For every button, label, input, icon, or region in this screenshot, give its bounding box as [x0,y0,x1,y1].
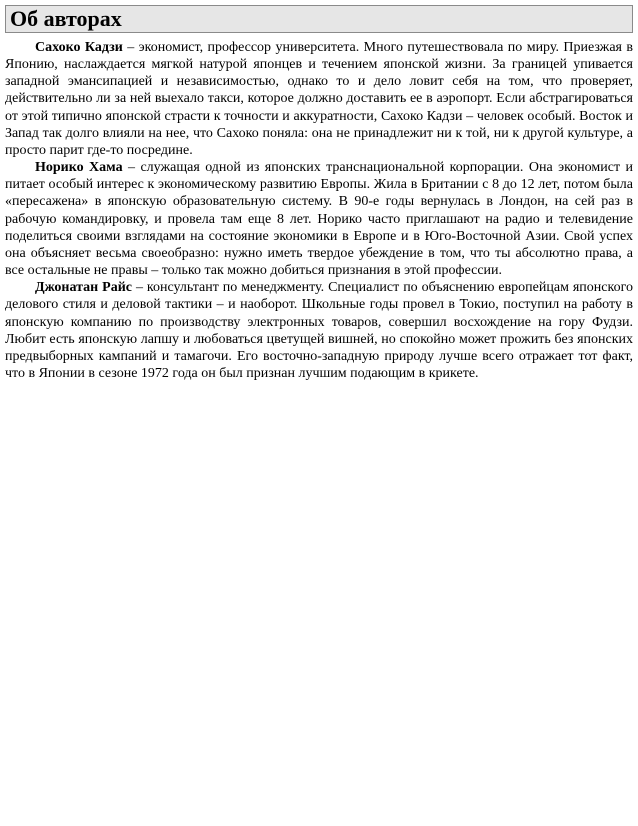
author-paragraph-kadzi [5,39,633,159]
author-name: Норико Хама [35,160,123,176]
author-paragraph-rice [5,279,633,382]
authors-section [5,39,633,382]
section-heading-box [5,5,633,33]
author-name: Сахоко Кадзи [35,40,123,55]
section-title: Об авторах [10,6,122,31]
author-bio: – служащая одной из японских транснациональной корпорации. Она экономист и питает особый интерес к экономическому развитию Европы. Жила в Британии с 8 до 12 лет, потом была «пересажена» в японскую образовательную систему. В 90-е годы вернулась в Лондон, на сей раз в рабочую командировку, и провела там еще 8 лет. Норико часто приглашают на радио и телевидение поделиться своими взглядами на состояние экономики в Европе и в Юго-Восточной Азии. Свой успех она объясняет весьма своеобразно: нужно иметь твердое убеждение в том, что ты абсолютно права, а все остальные не правы – только так можно добиться признания в этой профессии. [5,160,633,279]
author-bio: – консультант по менеджменту. Специалист по объяснению европейцам японского делового стиля и деловой тактики – и наоборот. Школьные годы провел в Токио, поступил на работу в японскую компанию по производству электронных товаров, совершил восхождение на гору Фудзи. Любит есть японскую лапшу и любоваться цветущей вишней, но спокойно может прожить без японских предвыборных кампаний и тамагочи. Его восточно-западную природу лучше всего отражает тот факт, что в Японии в сезоне 1972 года он был признан лучшим подающим в крикете. [5,280,633,381]
document-page [5,5,633,382]
author-paragraph-hama [5,159,633,279]
author-bio: – экономист, профессор университета. Много путешествовала по миру. Приезжая в Японию, наслаждается мягкой натурой японцев и течением японской жизни. За границей упивается западной эмансипацией и независимостью, однако то и дело ловит себя на том, что проверяет, действительно ли за ней выехало такси, которое должно доставить ее в аэропорт. Если абстрагироваться от этой типично японской страсти к точности и аккуратности, Сахоко Кадзи – человек особый. Восток и Запад так долго влияли на нее, что Сахоко поняла: она не принадлежит ни к той, ни к другой культуре, а просто парит где-то посредине. [5,40,634,158]
author-name: Джонатан Райс [35,280,133,296]
